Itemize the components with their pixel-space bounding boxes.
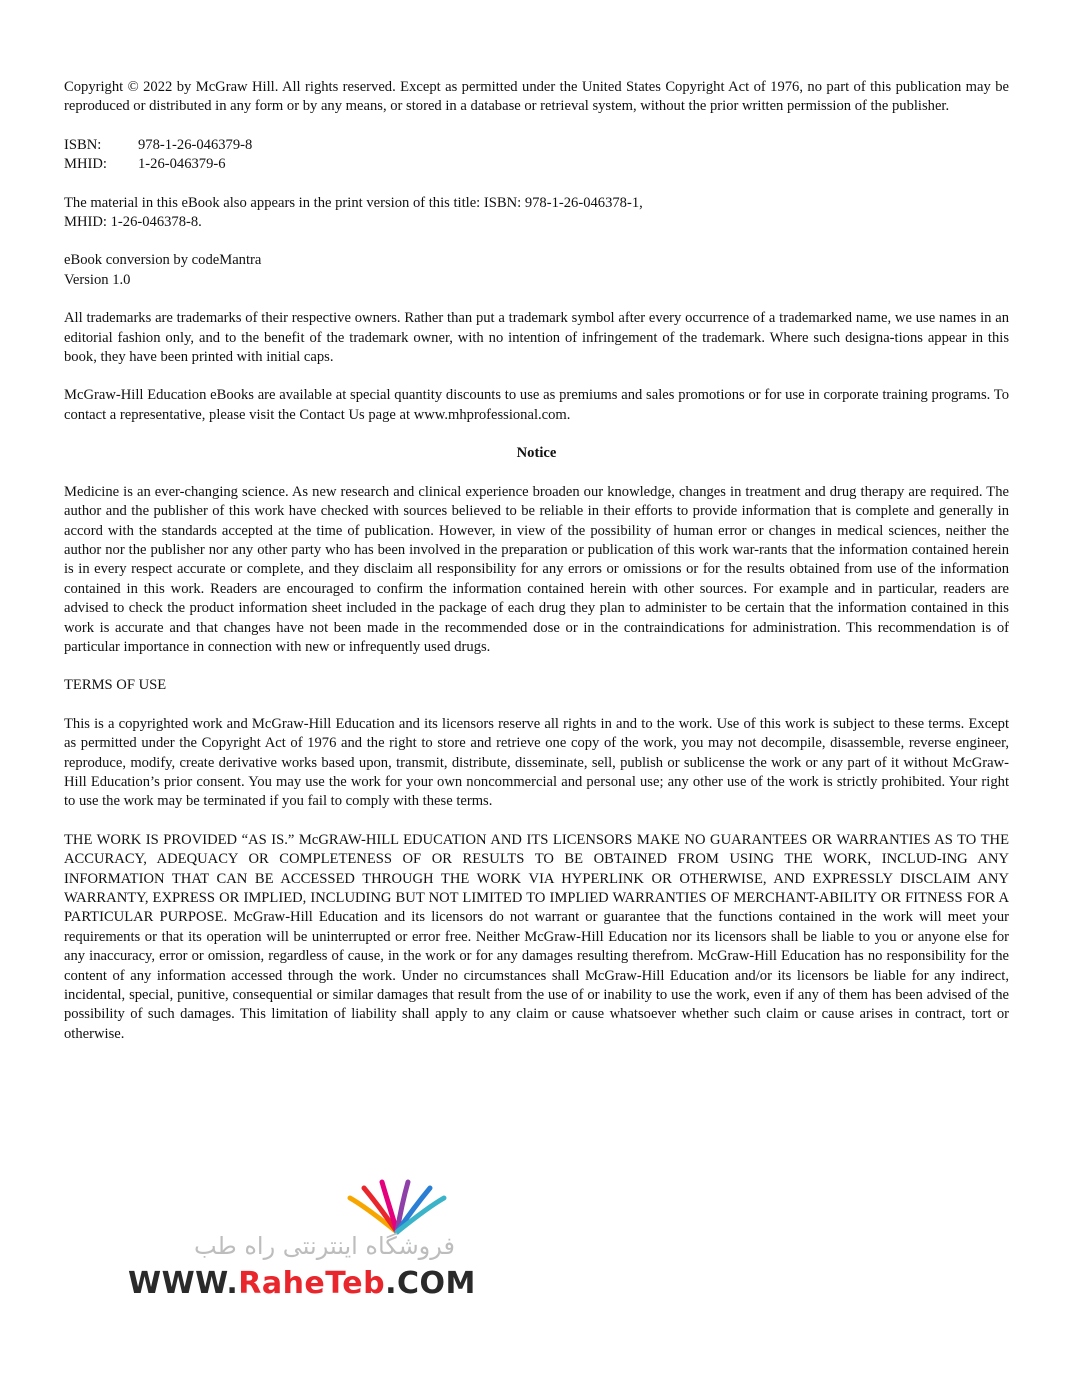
mhid-label: MHID: xyxy=(64,156,107,173)
print-version-line-1: The material in this eBook also appears in the print version of this title: ISBN: 978-1-26-046378-1, xyxy=(64,194,643,211)
print-version-line-2: MHID: 1-26-046378-8. xyxy=(64,214,202,231)
conversion-line: eBook conversion by codeMantra xyxy=(64,252,262,269)
conversion-paragraph xyxy=(64,251,1009,290)
raheteb-watermark xyxy=(120,1170,476,1310)
identifiers-block xyxy=(64,136,1009,175)
watermark-persian-text: فروشگاه اینترنتی راه طب xyxy=(194,1232,455,1260)
mhid-line xyxy=(64,155,1009,174)
copyright-paragraph: Copyright © 2022 by McGraw Hill. All rights reserved. Except as permitted under the United States Copyright Act of 1976, no part of this publication may be reproduced or distributed in any form or by any means, or stored in a database or retrieval system, without the prior written permission of the publisher. xyxy=(64,79,1009,115)
watermark-url-prefix: WWW. xyxy=(128,1266,239,1301)
trademarks-paragraph: All trademarks are trademarks of their respective owners. Rather than put a trademark symbol after every occurrence of a trademarked name, we use names in an editorial fashion only, and to the benefit of the trademark owner, with no intention of infringement of the trademark. Where such designa-tions appear in this book, they have been printed with initial caps. xyxy=(64,310,1009,366)
terms-heading: TERMS OF USE xyxy=(64,677,167,694)
discounts-paragraph: McGraw-Hill Education eBooks are available at special quantity discounts to use as premiums and sales promotions or for use in corporate training programs. To contact a representative, please visit the Contact Us page at www.mhprofessional.com. xyxy=(64,387,1009,423)
book-rainbow-icon xyxy=(342,1176,452,1236)
mhid-value: 1-26-046379-6 xyxy=(138,156,226,173)
watermark-url-suffix: .COM xyxy=(385,1266,476,1301)
watermark-url-brand: RaheTeb xyxy=(238,1266,386,1301)
isbn-value: 978-1-26-046379-8 xyxy=(138,136,253,153)
notice-heading: Notice xyxy=(516,445,557,462)
watermark-url xyxy=(128,1266,476,1301)
copyright-page-content xyxy=(64,78,1009,1063)
terms-paragraph: This is a copyrighted work and McGraw-Hill Education and its licensors reserve all rights in and to the work. Use of this work is subject to these terms. Except as permitted under the Copyright Act of 1976 and the right to store and retrieve one copy of the work, you may not decompile, disassemble, reverse engineer, reproduce, modify, create derivative works based upon, transmit, distribute, disseminate, sell, publish or sublicense the work or any part of it without McGraw-Hill Education’s prior consent. You may use the work for your own noncommercial and personal use; any other use of the work is strictly prohibited. Your right to use the work may be terminated if you fail to comply with these terms. xyxy=(64,715,1009,810)
disclaimer-paragraph: THE WORK IS PROVIDED “AS IS.” McGRAW-HILL EDUCATION AND ITS LICENSORS MAKE NO GUARANTEES OR WARRANTIES AS TO THE ACCURACY, ADEQUACY OR COMPLETENESS OF OR RESULTS TO BE OBTAINED FROM USING THE WORK, INCLUD-ING ANY INFORMATION THAT CAN BE ACCESSED THROUGH THE WORK VIA HYPERLINK OR OTHERWISE, AND EXPRESSLY DISCLAIM ANY WARRANTY, EXPRESS OR IMPLIED, INCLUDING BUT NOT LIMITED TO IMPLIED WARRANTIES OF MERCHANT-ABILITY OR FITNESS FOR A PARTICULAR PURPOSE. McGraw-Hill Education and its licensors do not warrant or guarantee that the functions contained in the work will meet your requirements or that its operation will be uninterrupted or error free. Neither McGraw-Hill Education nor its licensors shall be liable to you or anyone else for any inaccuracy, error or omission, regardless of cause, in the work or for any damages resulting therefrom. McGraw-Hill Education has no responsibility for the content of any information accessed through the work. Under no circumstances shall McGraw-Hill Education and/or its licensors be liable for any indirect, incidental, special, punitive, consequential or similar damages that result from the use of or inability to use the work, even if any of them has been advised of the possibility of such damages. This limitation of liability shall apply to any claim or cause whatsoever whether such claim or cause arises in contract, tort or otherwise. xyxy=(64,831,1009,1042)
version-line: Version 1.0 xyxy=(64,271,131,288)
isbn-label: ISBN: xyxy=(64,136,102,153)
notice-paragraph: Medicine is an ever-changing science. As new research and clinical experience broaden our knowledge, changes in treatment and drug therapy are required. The author and the publisher of this work have checked with sources believed to be reliable in their efforts to provide information that is complete and generally in accord with the standards accepted at the time of publication. However, in view of the possibility of human error or changes in medical sciences, neither the author nor the publisher nor any other party who has been involved in the preparation or publication of this work war-rants that the information contained herein is in every respect accurate or complete, and they disclaim all responsibility for any errors or omissions or for the results obtained from use of the information contained in this work. Readers are encouraged to confirm the information contained herein with other sources. For example and in particular, readers are advised to check the product information sheet included in the package of each drug they plan to administer to be certain that the information contained in this work is accurate and that changes have not been made in the recommended dose or in the contraindications for administration. This recommendation is of particular importance in connection with new or infrequently used drugs. xyxy=(64,483,1009,655)
isbn-line xyxy=(64,136,1009,155)
print-version-paragraph xyxy=(64,194,1009,233)
